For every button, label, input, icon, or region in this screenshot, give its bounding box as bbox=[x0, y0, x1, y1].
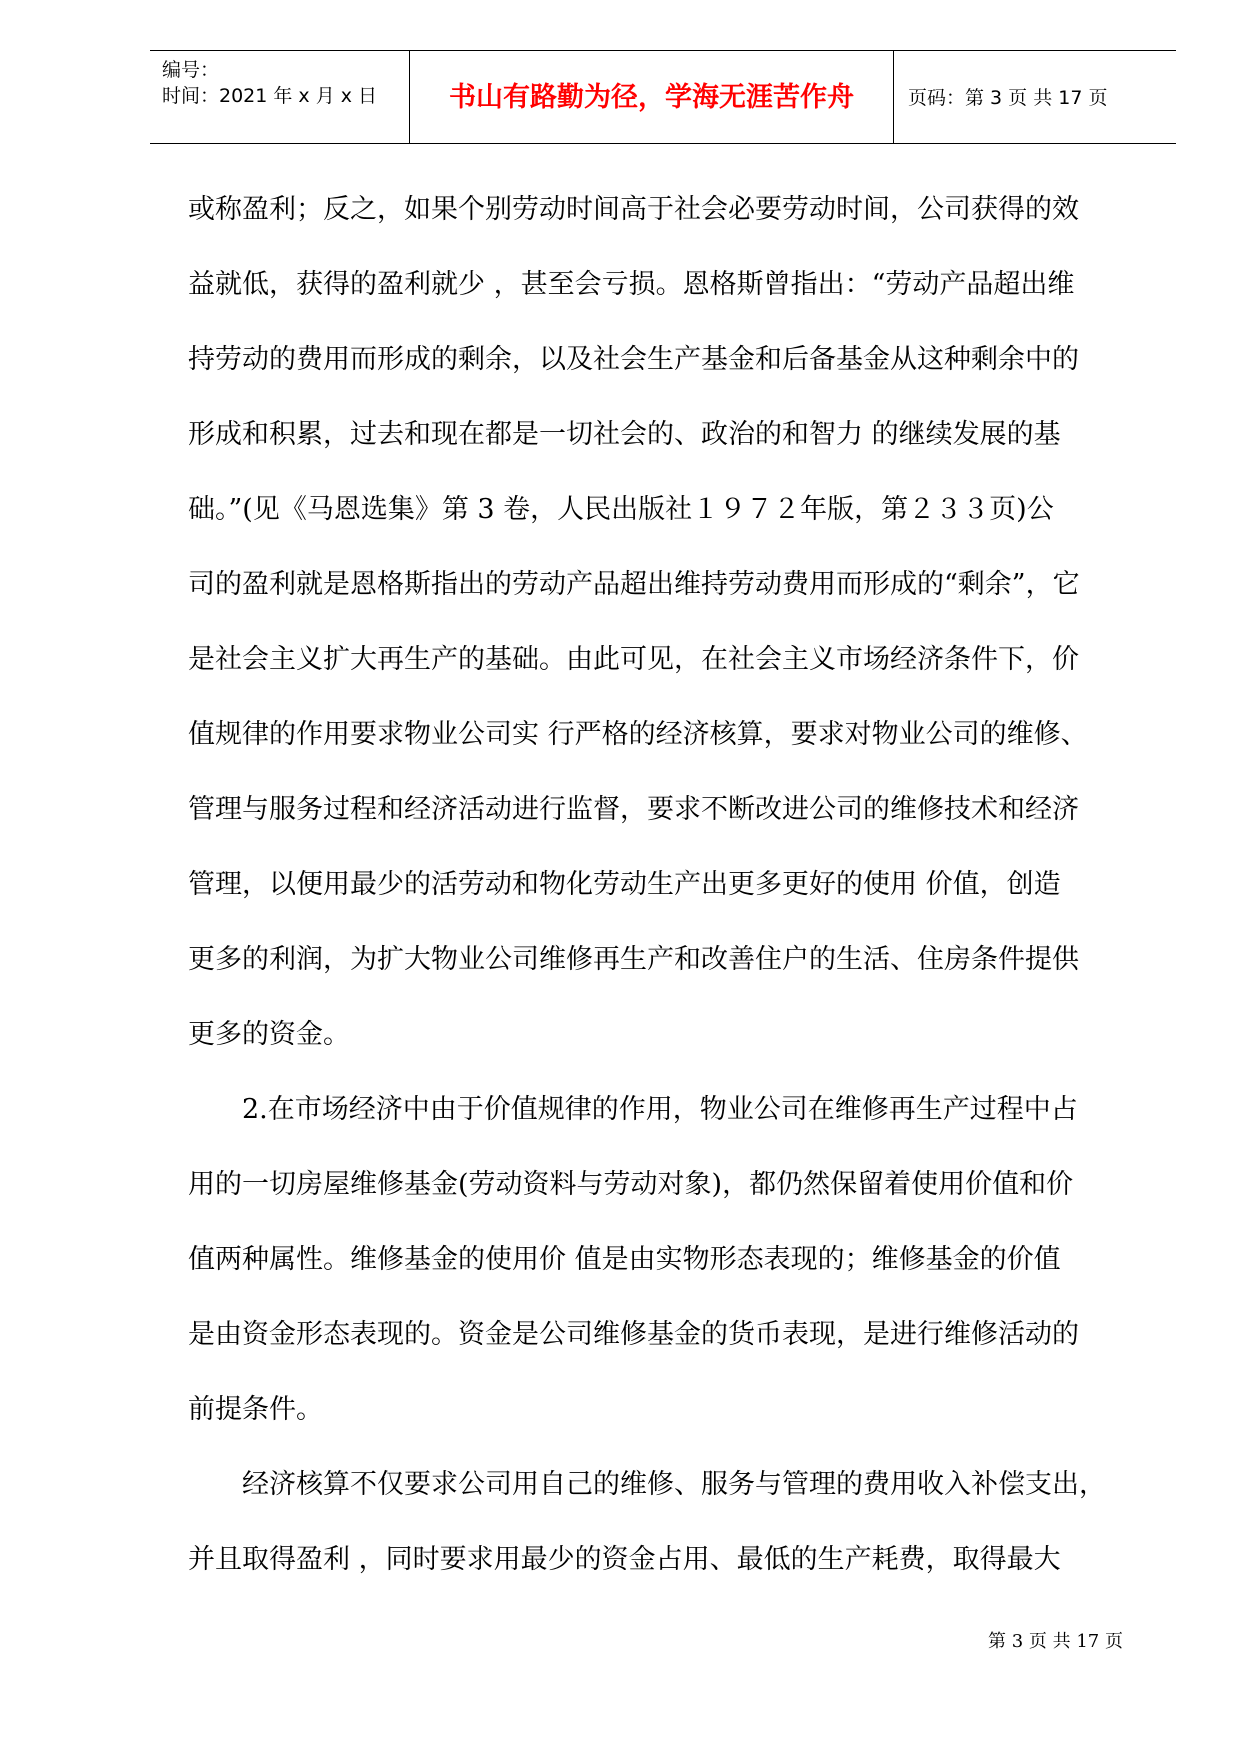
body-line: 持劳动的费用而形成的剩余，以及社会生产基金和后备基金从这种剩余中的 bbox=[188, 344, 1079, 375]
body-line: 管理与服务过程和经济活动进行监督，要求不断改进公司的维修技术和经济 bbox=[188, 794, 1079, 825]
body-line: 管理，以便用最少的活劳动和物化劳动生产出更多更好的使用 价值，创造 bbox=[188, 869, 1061, 900]
header-page-number: 页码：第 3 页 共 17 页 bbox=[908, 87, 1108, 109]
body-line: 值两种属性。维修基金的使用价 值是由实物形态表现的；维修基金的价值 bbox=[188, 1244, 1061, 1275]
document-body bbox=[188, 186, 1140, 1611]
body-line: 用的一切房屋维修基金(劳动资料与劳动对象)，都仍然保留着使用价值和价 bbox=[188, 1169, 1074, 1200]
header-page-cell bbox=[894, 51, 1176, 143]
document-number-label: 编号： bbox=[162, 59, 220, 81]
body-line: 前提条件。 bbox=[188, 1394, 323, 1425]
footer-page-number: 第 3 页 共 17 页 bbox=[988, 1631, 1123, 1652]
body-line: 2.在市场经济中由于价值规律的作用，物业公司在维修再生产过程中占 bbox=[242, 1094, 1078, 1125]
document-header bbox=[150, 50, 1176, 144]
body-line: 更多的资金。 bbox=[188, 1019, 350, 1050]
body-line: 益就低，获得的盈利就少 ，甚至会亏损。恩格斯曾指出：“劳动产品超出维 bbox=[188, 269, 1075, 300]
body-line: 司的盈利就是恩格斯指出的劳动产品超出维持劳动费用而形成的“剩余”，它 bbox=[188, 569, 1080, 600]
body-line: 是由资金形态表现的。资金是公司维修基金的货币表现，是进行维修活动的 bbox=[188, 1319, 1079, 1350]
body-line: 经济核算不仅要求公司用自己的维修、服务与管理的费用收入补偿支出， bbox=[242, 1469, 1106, 1500]
body-line: 是社会主义扩大再生产的基础。由此可见，在社会主义市场经济条件下，价 bbox=[188, 644, 1079, 675]
body-line: 值规律的作用要求物业公司实 行严格的经济核算，要求对物业公司的维修、 bbox=[188, 719, 1088, 750]
document-date-label: 时间：2021 年 x 月 x 日 bbox=[162, 85, 378, 107]
header-motto: 书山有路勤为径，学海无涯苦作舟 bbox=[449, 82, 854, 113]
body-line: 形成和积累，过去和现在都是一切社会的、政治的和智力 的继续发展的基 bbox=[188, 419, 1061, 450]
body-line: 更多的利润，为扩大物业公司维修再生产和改善住户的生活、住房条件提供 bbox=[188, 944, 1079, 975]
body-line: 或称盈利；反之，如果个别劳动时间高于社会必要劳动时间，公司获得的效 bbox=[188, 194, 1079, 225]
header-meta-cell bbox=[150, 51, 410, 143]
header-motto-cell bbox=[410, 51, 894, 143]
body-line: 础。”(见《马恩选集》第 3 卷，人民出版社１９７２年版，第２３３页)公 bbox=[188, 494, 1054, 525]
body-line: 并且取得盈利 ，同时要求用最少的资金占用、最低的生产耗费，取得最大 bbox=[188, 1544, 1061, 1575]
